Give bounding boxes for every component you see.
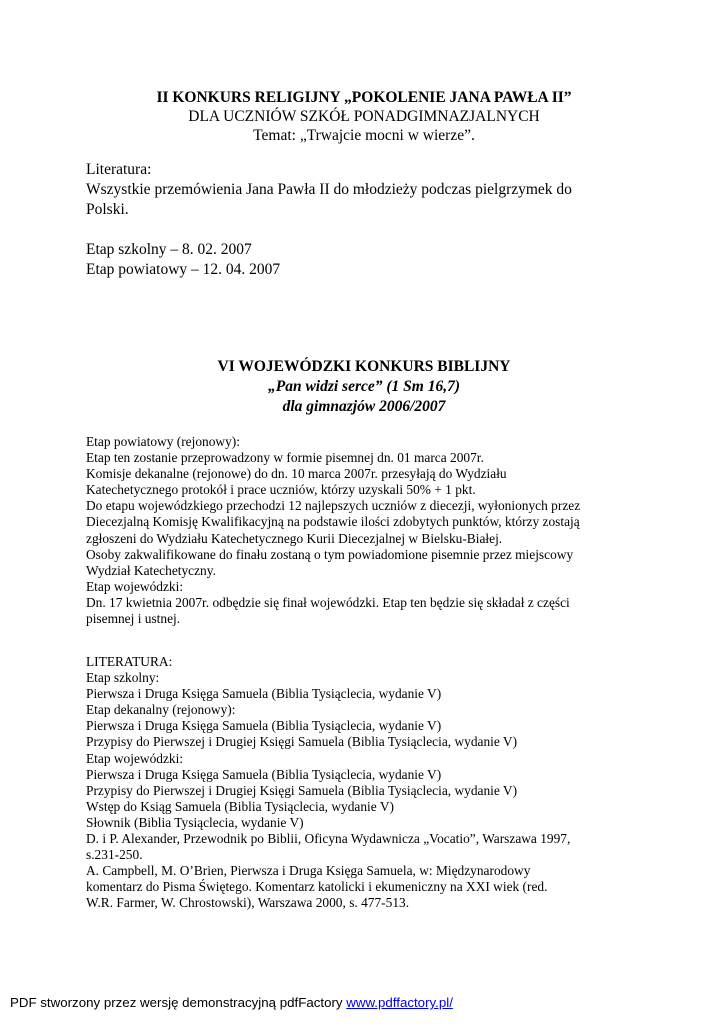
literature-line: Etap szkolny:	[86, 670, 160, 686]
contest2-title: VI WOJEWÓDZKI KONKURS BIBLIJNY	[217, 358, 511, 375]
contest1-subtitle: DLA UCZNIÓW SZKÓŁ PONADGIMNAZJALNYCH	[188, 108, 540, 125]
pdf-footer	[10, 995, 453, 1011]
rules-line: Dn. 17 kwietnia 2007r. odbędzie się finał wojewódzki. Etap ten będzie się składał z części	[86, 594, 570, 610]
rules-line: zgłoszeni do Wydziału Katechetycznego Kurii Diecezjalnej w Bielsku-Białej.	[86, 530, 503, 546]
literature-line: Wstęp do Ksiąg Samuela (Biblia Tysiąclecia, wydanie V)	[86, 798, 394, 814]
rules-line: Etap powiatowy (rejonowy):	[86, 434, 240, 449]
rules-line: pisemnej i ustnej.	[86, 611, 181, 627]
footer-link[interactable]: www.pdffactory.pl/	[346, 995, 453, 1010]
contest1-header	[86, 88, 642, 145]
contest1-literature	[86, 160, 642, 220]
literature-line: Pierwsza i Druga Księga Samuela (Biblia Tysiąclecia, wydanie V)	[86, 686, 442, 702]
rules-line: Diecezjalną Komisję Kwalifikacyjną na podstawie ilości zdobytych punktów, którzy zostają	[86, 514, 580, 530]
literature-line: Etap wojewódzki:	[86, 750, 184, 766]
rules-line: Osoby zakwalifikowane do finału zostaną o tym powiadomione pisemnie przez miejscowy	[86, 546, 574, 562]
contest2-rules	[86, 434, 642, 627]
contest1-literature-line: Wszystkie przemówienia Jana Pawła II do młodzieży podczas pielgrzymek do	[86, 181, 572, 198]
literature-line: Przypisy do Pierwszej i Drugiej Księgi Samuela (Biblia Tysiąclecia, wydanie V)	[86, 782, 518, 798]
literature-line: Przypisy do Pierwszej i Drugiej Księgi Samuela (Biblia Tysiąclecia, wydanie V)	[86, 734, 518, 750]
contest1-title: II KONKURS RELIGIJNY „POKOLENIE JANA PAWŁA II”	[156, 89, 572, 106]
contest2-header	[86, 357, 642, 417]
literature-line: Pierwsza i Druga Księga Samuela (Biblia Tysiąclecia, wydanie V)	[86, 766, 442, 782]
contest2-motto: „Pan widzi serce” (1 Sm 16,7)	[267, 378, 461, 395]
rules-line: Wydział Katechetyczny.	[86, 562, 216, 578]
contest1-literature-line: Polski.	[86, 201, 129, 218]
footer-text: PDF stworzony przez wersję demonstracyjną pdfFactory	[10, 995, 347, 1010]
rules-line: Katechetycznego protokół i prace uczniów, którzy uzyskali 50% + 1 pkt.	[86, 482, 476, 498]
literature-line: komentarz do Pisma Świętego. Komentarz katolicki i ekumeniczny na XXI wiek (red.	[86, 879, 548, 895]
contest1-stage-district: Etap powiatowy – 12. 04. 2007	[86, 261, 281, 278]
literature-line: W.R. Farmer, W. Chrostowski), Warszawa 2000, s. 477-513.	[86, 895, 410, 911]
literature-line: A. Campbell, M. O’Brien, Pierwsza i Druga Księga Samuela, w: Międzynarodowy	[86, 863, 531, 879]
literature-line: LITERATURA:	[86, 654, 173, 669]
contest1-stages	[86, 240, 642, 280]
literature-line: Pierwsza i Druga Księga Samuela (Biblia Tysiąclecia, wydanie V)	[86, 718, 442, 734]
contest2-audience: dla gimnazjów 2006/2007	[282, 398, 446, 415]
literature-line: Etap dekanalny (rejonowy):	[86, 702, 236, 718]
literature-line: D. i P. Alexander, Przewodnik po Biblii, Oficyna Wydawnicza „Vocatio”, Warszawa 1997,	[86, 831, 571, 847]
contest1-literature-label: Literatura:	[86, 161, 152, 178]
rules-line: Etap wojewódzki:	[86, 578, 184, 594]
literature-line: s.231-250.	[86, 847, 143, 863]
literature-line: Słownik (Biblia Tysiąclecia, wydanie V)	[86, 814, 304, 830]
rules-line: Do etapu wojewódzkiego przechodzi 12 najlepszych uczniów z diecezji, wyłonionych przez	[86, 498, 581, 514]
rules-line: Komisje dekanalne (rejonowe) do dn. 10 marca 2007r. przesyłają do Wydziału	[86, 466, 507, 482]
contest1-stage-school: Etap szkolny – 8. 02. 2007	[86, 241, 252, 258]
contest1-theme: Temat: „Trwajcie mocni w wierze”.	[253, 127, 475, 144]
contest2-literature	[86, 654, 642, 912]
rules-line: Etap ten zostanie przeprowadzony w formie pisemnej dn. 01 marca 2007r.	[86, 450, 484, 466]
